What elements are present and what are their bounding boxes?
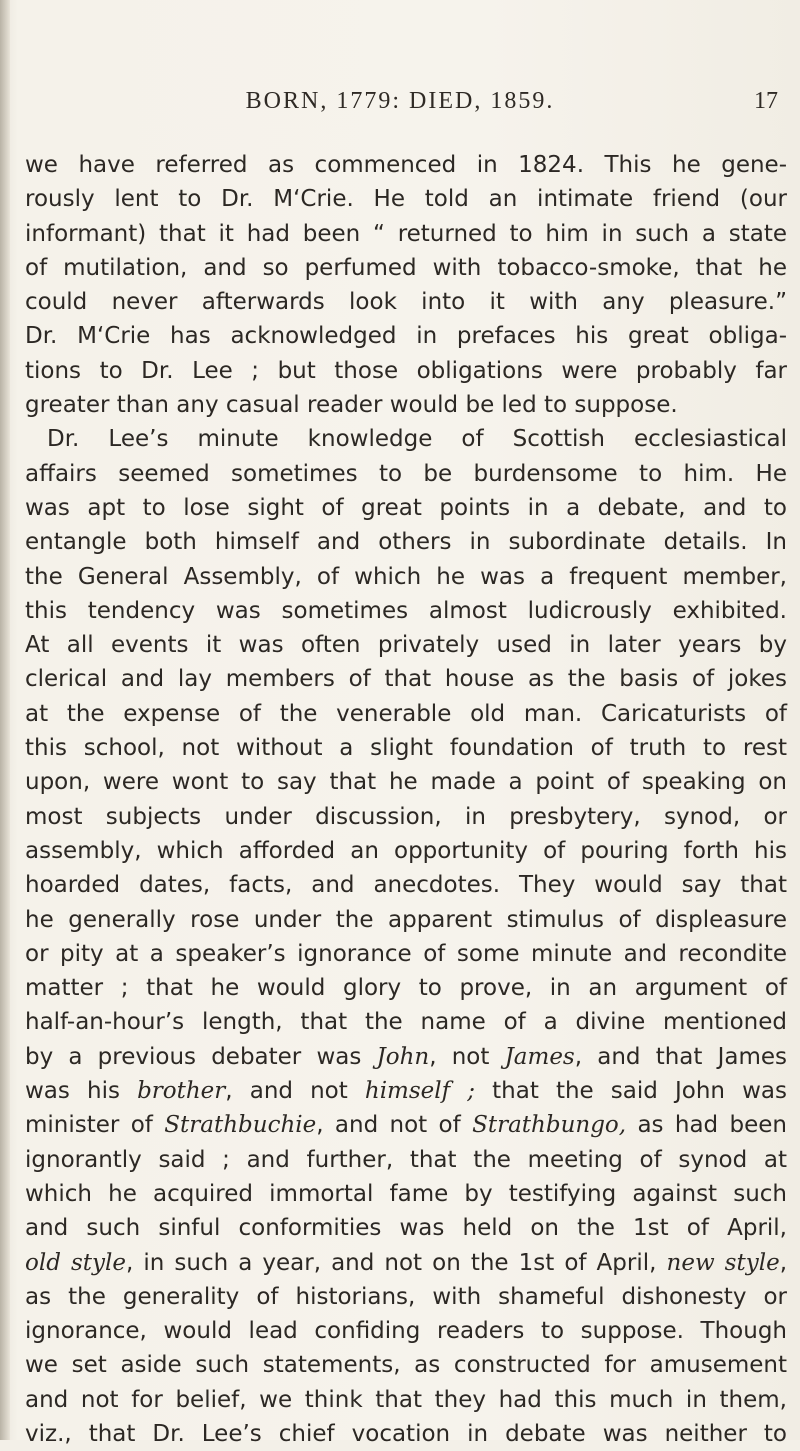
text-segment: , in such a year, and not on the 1st of April,: [126, 1249, 667, 1276]
text-line: [25, 319, 787, 353]
italic-text: new style: [666, 1249, 780, 1276]
text-segment: and such sinful conformities was held on the 1st of April,: [25, 1215, 787, 1242]
text-segment: tions to Dr. Lee ; but those obligations were probably far: [25, 357, 787, 384]
text-segment: hoarded dates, facts, and anecdotes. They would say that: [25, 872, 787, 899]
text-line: [25, 903, 787, 937]
text-line: [25, 800, 787, 834]
body-text: [25, 148, 787, 1451]
text-segment: as had been: [626, 1112, 787, 1139]
text-segment: was his: [25, 1078, 138, 1105]
italic-text: John: [376, 1043, 430, 1070]
text-segment: and not for belief, we think that they had this much in them,: [25, 1386, 787, 1413]
text-line: [25, 937, 787, 971]
text-segment: as the generality of historians, with shameful dishonesty or: [25, 1283, 787, 1310]
text-segment: upon, were wont to say that he made a point of speaking on: [25, 769, 787, 796]
text-line: [25, 868, 787, 902]
text-line: [25, 1348, 787, 1382]
text-segment: , not: [429, 1043, 505, 1070]
text-segment: that the said John was: [475, 1078, 787, 1105]
text-line: [25, 560, 787, 594]
text-segment: entangle both himself and others in subordinate details. In: [25, 529, 787, 556]
text-segment: most subjects under discussion, in presbytery, synod, or: [25, 803, 787, 830]
text-line: [25, 662, 787, 696]
text-segment: this tendency was sometimes almost ludicrously exhibited.: [25, 597, 787, 624]
text-segment: At all events it was often privately used in later years by: [25, 632, 787, 659]
text-line: [25, 422, 787, 456]
page-header: [0, 82, 800, 122]
text-segment: ignorance, would lead confiding readers to suppose. Though: [25, 1318, 787, 1345]
text-line: [25, 697, 787, 731]
text-segment: ignorantly said ; and further, that the meeting of synod at: [25, 1146, 787, 1173]
text-segment: ,: [779, 1249, 788, 1276]
italic-text: Strathbuchie: [164, 1112, 317, 1139]
page-gutter-shadow: [0, 0, 10, 1440]
text-line: [25, 1074, 787, 1108]
text-line: [25, 354, 787, 388]
text-line: [25, 1108, 787, 1142]
text-segment: informant) that it had been “ returned to him in such a state: [25, 220, 787, 247]
text-segment: matter ; that he would glory to prove, in an argument of: [25, 975, 787, 1002]
text-line: [25, 628, 787, 662]
text-line: [25, 217, 787, 251]
text-line: [25, 1040, 787, 1074]
italic-text: James: [504, 1043, 575, 1070]
text-line: [25, 1280, 787, 1314]
text-line: [25, 1177, 787, 1211]
text-segment: he generally rose under the apparent stimulus of displeasure: [25, 906, 787, 933]
text-segment: , and not: [225, 1078, 365, 1105]
text-line: [25, 765, 787, 799]
text-line: [25, 148, 787, 182]
italic-text: old style: [25, 1249, 126, 1276]
italic-text: Strathbungo,: [472, 1112, 627, 1139]
text-line: [25, 1417, 787, 1451]
text-line: [25, 1383, 787, 1417]
text-segment: viz., that Dr. Lee’s chief vocation in debate was neither to: [25, 1420, 787, 1447]
page-number: 17: [754, 88, 778, 114]
text-line: [25, 491, 787, 525]
text-line: [25, 1246, 787, 1280]
italic-text: himself ;: [364, 1078, 476, 1105]
text-line: [25, 594, 787, 628]
text-line: [25, 1005, 787, 1039]
text-line: [25, 525, 787, 559]
text-segment: this school, not without a slight foundation of truth to rest: [25, 735, 787, 762]
text-line: [25, 1314, 787, 1348]
text-segment: assembly, which afforded an opportunity of pouring forth his: [25, 837, 787, 864]
text-segment: half-an-hour’s length, that the name of a divine mentioned: [25, 1009, 787, 1036]
running-head: BORN, 1779: DIED, 1859.: [245, 88, 555, 114]
text-segment: greater than any casual reader would be led to suppose.: [25, 392, 678, 419]
text-line: [25, 457, 787, 491]
text-segment: could never afterwards look into it with any pleasure.”: [25, 289, 787, 316]
text-segment: minister of: [25, 1112, 165, 1139]
text-segment: was apt to lose sight of great points in a debate, and to: [25, 494, 787, 521]
text-segment: we set aside such statements, as constructed for amusement: [25, 1352, 787, 1379]
text-line: [25, 1211, 787, 1245]
text-line: [25, 971, 787, 1005]
text-line: [25, 834, 787, 868]
text-segment: , and not of: [316, 1112, 473, 1139]
text-segment: the General Assembly, of which he was a frequent member,: [25, 563, 787, 590]
text-segment: rously lent to Dr. M‘Crie. He told an intimate friend (our: [25, 186, 787, 213]
text-segment: Dr. Lee’s minute knowledge of Scottish ecclesiastical: [47, 426, 787, 453]
text-segment: we have referred as commenced in 1824. This he gene-: [25, 152, 787, 178]
text-segment: at the expense of the venerable old man. Caricaturists of: [25, 700, 787, 727]
text-segment: which he acquired immortal fame by testifying against such: [25, 1180, 787, 1207]
text-segment: or pity at a speaker’s ignorance of some minute and recondite: [25, 940, 787, 967]
text-line: [25, 182, 787, 216]
text-segment: by a previous debater was: [25, 1043, 377, 1070]
text-line: [25, 731, 787, 765]
text-segment: affairs seemed sometimes to be burdensome to him. He: [25, 460, 787, 487]
text-line: [25, 251, 787, 285]
text-line: [25, 1143, 787, 1177]
text-segment: clerical and lay members of that house as the basis of jokes: [25, 666, 787, 693]
text-line: [25, 388, 787, 422]
text-line: [25, 285, 787, 319]
text-segment: Dr. M‘Crie has acknowledged in prefaces his great obliga-: [25, 323, 787, 350]
text-segment: , and that James: [574, 1043, 788, 1070]
italic-text: brother: [137, 1078, 226, 1105]
text-segment: of mutilation, and so perfumed with tobacco-smoke, that he: [25, 254, 787, 281]
